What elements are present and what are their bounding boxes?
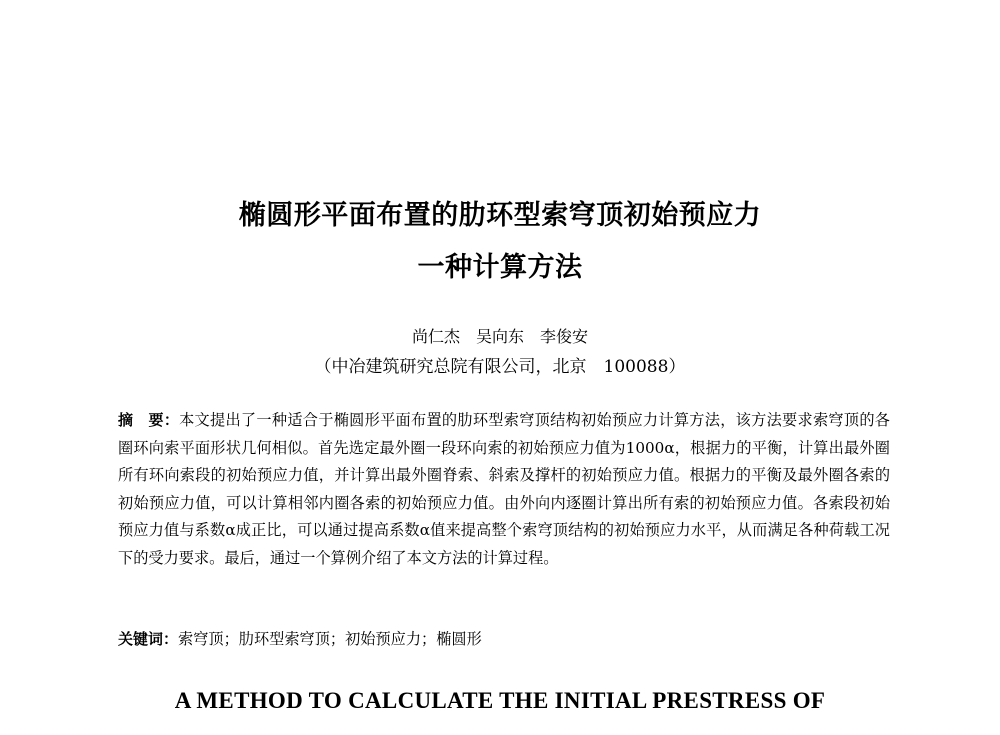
title-line-1: 椭圆形平面布置的肋环型索穹顶初始预应力 [238,200,762,231]
paper-title [0,190,1000,294]
author-list: 尚仁杰 吴向东 李俊安 [411,327,588,346]
title-line-2: 一种计算方法 [417,252,583,283]
english-title: A METHOD TO CALCULATE THE INITIAL PRESTRESS OF [174,688,826,713]
abstract-label: 摘 要： [118,411,180,429]
abstract-paragraph [118,407,890,573]
abstract-text: 本文提出了一种适合于椭圆形平面布置的肋环型索穹顶结构初始预应力计算方法，该方法要求索穹顶的各圈环向索平面形状几何相似。首先选定最外圈一段环向索的初始预应力值为1000α，根据力的平衡，计算出最外圈所有环向索段的初始预应力值，并计算出最外圈脊索、斜索及撑杆的初始预应力值。根据力的平衡及最外圈各索的初始预应力值，可以计算相邻内圈各索的初始预应力值。由外向内逐圈计算出所有索的初始预应力值。各索段初始预应力值与系数α成正比，可以通过提高系数α值来提高整个索穹顶结构的初始预应力水平，从而满足各种荷载工况下的受力要求。最后，通过一个算例介绍了本文方法的计算过程。 [118,411,890,567]
keywords-text: 索穹顶；肋环型索穹顶；初始预应力；椭圆形 [178,630,482,648]
author-affiliation: （中冶建筑研究总院有限公司，北京 100088） [314,357,686,377]
keywords-label: 关键词： [118,630,179,648]
keywords-line [118,627,890,651]
